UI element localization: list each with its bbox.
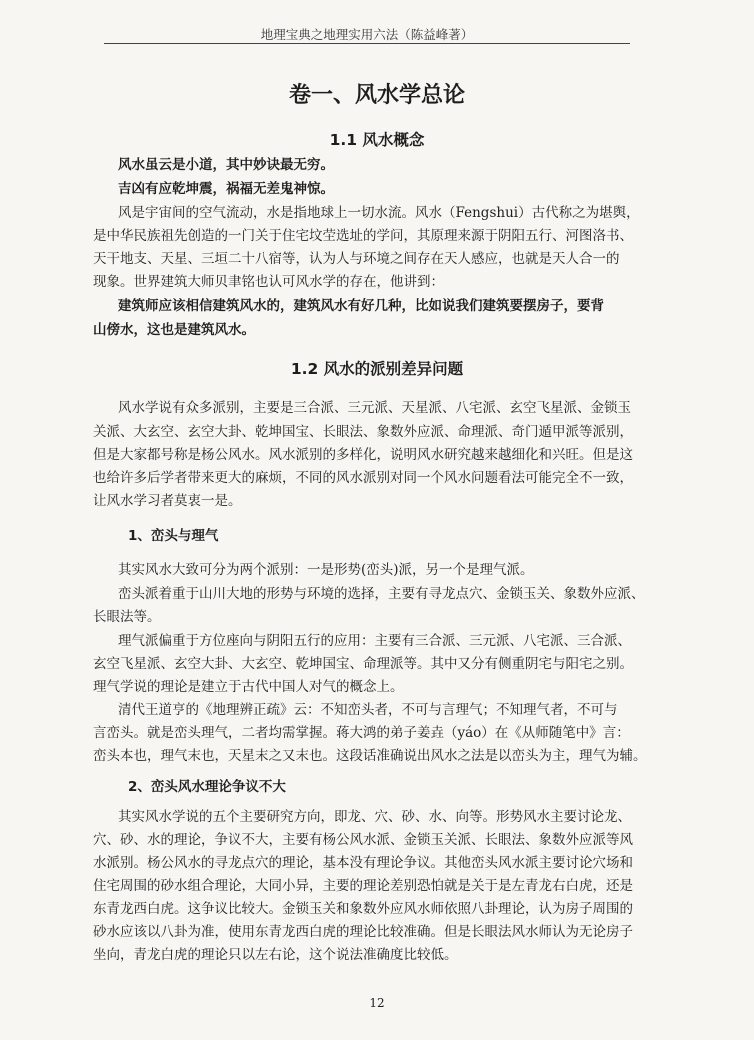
paragraph-line: 风水学说有众多派别，主要是三合派、三元派、天星派、八宅派、玄空飞星派、金锁玉 (118, 400, 631, 416)
paragraph-line: 玄空飞星派、玄空大卦、大玄空、乾坤国宝、命理派等。其中又分有侧重阴宅与阳宅之别。 (93, 656, 633, 672)
paragraph-line: 坐向，青龙白虎的理论只以左右论，这个说法准确度比较低。 (93, 947, 458, 963)
paragraph-line: 理气派偏重于方位座向与阴阳五行的应用：主要有三合派、三元派、八宅派、三合派、 (118, 633, 631, 649)
paragraph-line: 现象。世界建筑大师贝聿铭也认可风水学的存在，他讲到： (93, 274, 444, 290)
paragraph-line: 水派别。杨公风水的寻龙点穴的理论，基本没有理论争议。其他峦头风水派主要讨论穴场和 (93, 855, 633, 871)
subsection-title-1: 1、峦头与理气 (128, 528, 219, 544)
paragraph-line: 东青龙西白虎。这争议比较大。金锁玉关和象数外应风水师依照八卦理论，认为房子周围的 (93, 901, 633, 917)
paragraph-line: 其实风水学说的五个主要研究方向，即龙、穴、砂、水、向等。形势风水主要讨论龙、 (118, 809, 631, 825)
section-title-1-1: 1.1 风水概念 (329, 131, 425, 149)
paragraph-line: 穴、砂、水的理论，争议不大，主要有杨公风水派、金锁玉关派、长眼法、象数外应派等风 (93, 832, 633, 848)
page-number: 12 (369, 996, 385, 1010)
running-header: 地理宝典之地理实用六法（陈益峰著） (260, 27, 474, 42)
subsection-title-2: 2、峦头风水理论争议不大 (128, 779, 286, 795)
paragraph-line: 砂水应该以八卦为准，使用东青龙西白虎的理论比较准确。但是长眼法风水师认为无论房子 (93, 924, 633, 940)
paragraph-line: 峦头本也，理气末也，天星末之又末也。这段话准确说出风水之法是以峦头为主，理气为辅。 (93, 748, 647, 764)
paragraph-line: 其实风水大致可分为两个派别：一是形势(峦头)派，另一个是理气派。 (118, 562, 534, 578)
paragraph-line: 关派、大玄空、玄空大卦、乾坤国宝、长眼法、象数外应派、命理派、奇门遁甲派等派别， (93, 424, 633, 440)
quote-line: 山傍水，这也是建筑风水。 (93, 322, 255, 338)
paragraph-line: 风是宇宙间的空气流动，水是指地球上一切水流。风水（Fengshui）古代称之为堪舆， (118, 205, 640, 221)
paragraph-line: 是中华民族祖先创造的一门关于住宅坟茔选址的学问，其原理来源于阴阳五行、河图洛书、 (93, 228, 633, 244)
paragraph-line: 言峦头。就是峦头理气，二者均需掌握。蒋大鸿的弟子姜垚（yáo）在《从师随笔中》言： (93, 725, 630, 741)
paragraph-line: 清代王道亨的《地理辨正疏》云：不知峦头者，不可与言理气；不知理气者，不可与 (118, 702, 618, 718)
paragraph-line: 让风水学习者莫衷一是。 (93, 493, 242, 509)
paragraph-line: 住宅周围的砂水组合理论，大同小异，主要的理论差别恐怕就是关于是左青龙右白虎，还是 (93, 878, 633, 894)
section-title-1-2: 1.2 风水的派别差异问题 (290, 360, 464, 378)
chapter-title: 卷一、风水学总论 (288, 83, 465, 108)
verse-line: 风水虽云是小道，其中妙诀最无穷。 (118, 157, 334, 173)
verse-line: 吉凶有应乾坤震，祸福无差鬼神惊。 (118, 181, 334, 197)
paragraph-line: 但是大家都号称是杨公风水。风水派别的多样化，说明风水研究越来越细化和兴旺。但是这 (93, 447, 633, 463)
paragraph-line: 长眼法等。 (93, 609, 161, 625)
quote-line: 建筑师应该相信建筑风水的，建筑风水有好几种，比如说我们建筑要摆房子，要背 (118, 298, 604, 314)
paragraph-line: 理气学说的理论是建立于古代中国人对气的概念上。 (93, 679, 404, 695)
paragraph-line: 也给许多后学者带来更大的麻烦，不同的风水派别对同一个风水问题看法可能完全不一致， (93, 470, 633, 486)
paragraph-line: 峦头派着重于山川大地的形势与环境的选择，主要有寻龙点穴、金锁玉关、象数外应派、 (118, 586, 645, 602)
header-rule (104, 43, 630, 44)
paragraph-line: 天干地支、天星、三垣二十八宿等，认为人与环境之间存在天人感应，也就是天人合一的 (93, 251, 620, 267)
